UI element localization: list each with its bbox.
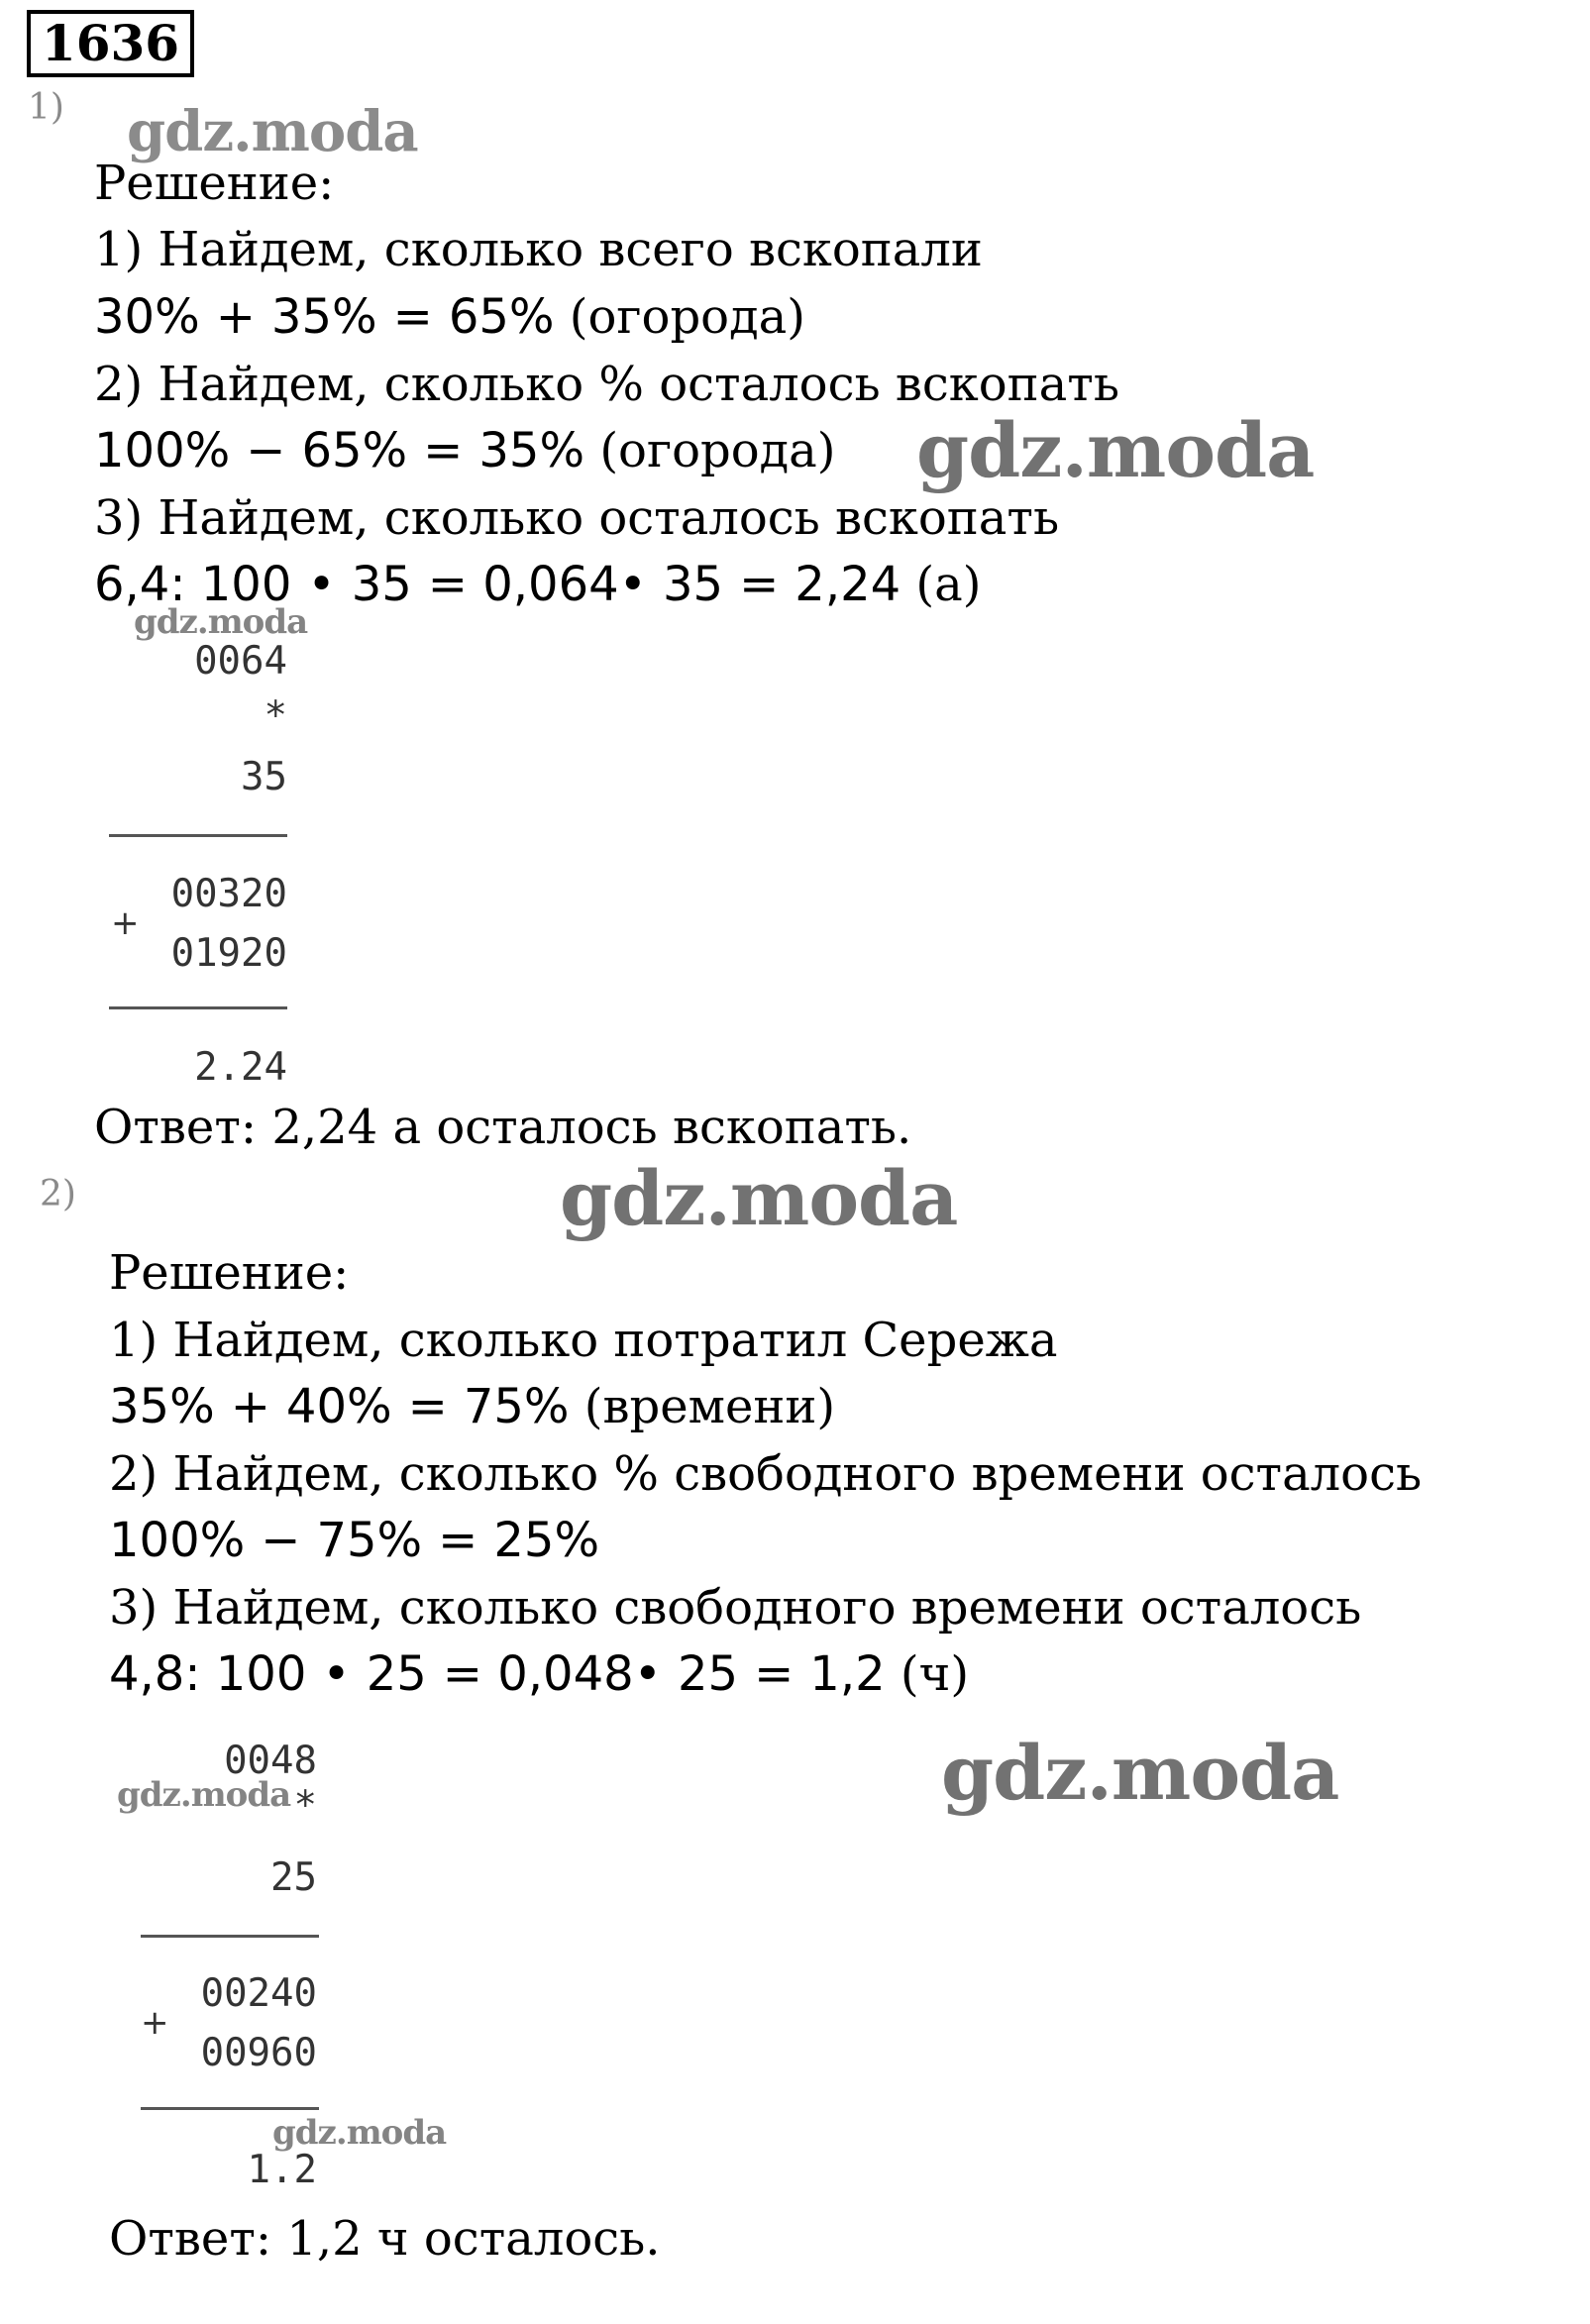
part-2-label: 2): [40, 1174, 76, 1215]
part-1-times-sign: *: [264, 693, 287, 738]
part-1-partial-2: 01920: [170, 931, 287, 976]
part-2-partial-2: 00960: [200, 2031, 317, 2075]
part-1-plus-sign: +: [111, 903, 140, 943]
part-2-product: 1.2: [247, 2148, 317, 2192]
part-2-multiplier: 25: [270, 1855, 317, 1900]
part-2-heading: Решение:: [109, 1245, 350, 1301]
part-2-step-1: 1) Найдем, сколько потратил Сережа: [109, 1313, 1058, 1368]
part-1-rule-2: [109, 1006, 287, 1009]
problem-number: 1636: [27, 10, 194, 77]
watermark: gdz.moda: [272, 2113, 447, 2153]
part-1-step-3: 3) Найдем, сколько осталось вскопать: [94, 490, 1060, 546]
part-1-equation-1: 30% + 35% = 65% (огорода): [94, 289, 805, 345]
part-2-step-3: 3) Найдем, сколько свободного времени осталось: [109, 1580, 1362, 1636]
part-2-plus-sign: +: [141, 2003, 169, 2043]
watermark: gdz.moda: [117, 1775, 291, 1815]
part-1-product: 2.24: [194, 1045, 287, 1090]
part-1-equation-3: 6,4: 100 • 35 = 0,064• 35 = 2,24 (а): [94, 557, 982, 612]
part-2-multiplicand: 0048: [224, 1739, 317, 1783]
watermark: gdz.moda: [560, 1154, 958, 1242]
part-1-answer: Ответ: 2,24 а осталось вскопать.: [94, 1100, 912, 1155]
watermark: gdz.moda: [127, 99, 418, 164]
part-1-multiplicand: 0064: [194, 639, 287, 684]
part-1-multiplier: 35: [241, 755, 287, 799]
watermark: gdz.moda: [941, 1729, 1339, 1817]
part-2-answer: Ответ: 1,2 ч осталось.: [109, 2211, 661, 2267]
part-1-label: 1): [28, 87, 64, 128]
watermark: gdz.moda: [134, 602, 308, 642]
part-1-heading: Решение:: [94, 156, 335, 211]
part-2-rule-2: [141, 2107, 319, 2110]
watermark: gdz.moda: [916, 406, 1315, 494]
part-1-rule-1: [109, 834, 287, 837]
part-1-step-2: 2) Найдем, сколько % осталось вскопать: [94, 357, 1119, 412]
part-2-partial-1: 00240: [200, 1971, 317, 2016]
part-1-equation-2: 100% − 65% = 35% (огорода): [94, 423, 836, 478]
part-1-step-1: 1) Найдем, сколько всего вскопали: [94, 222, 983, 277]
part-1-partial-1: 00320: [170, 872, 287, 916]
part-2-equation-2: 100% − 75% = 25%: [109, 1513, 600, 1568]
part-2-equation-1: 35% + 40% = 75% (времени): [109, 1379, 836, 1434]
part-2-rule-1: [141, 1935, 319, 1938]
part-2-step-2: 2) Найдем, сколько % свободного времени осталось: [109, 1446, 1423, 1502]
part-2-equation-3: 4,8: 100 • 25 = 0,048• 25 = 1,2 (ч): [109, 1646, 970, 1702]
part-2-times-sign: *: [293, 1783, 317, 1828]
